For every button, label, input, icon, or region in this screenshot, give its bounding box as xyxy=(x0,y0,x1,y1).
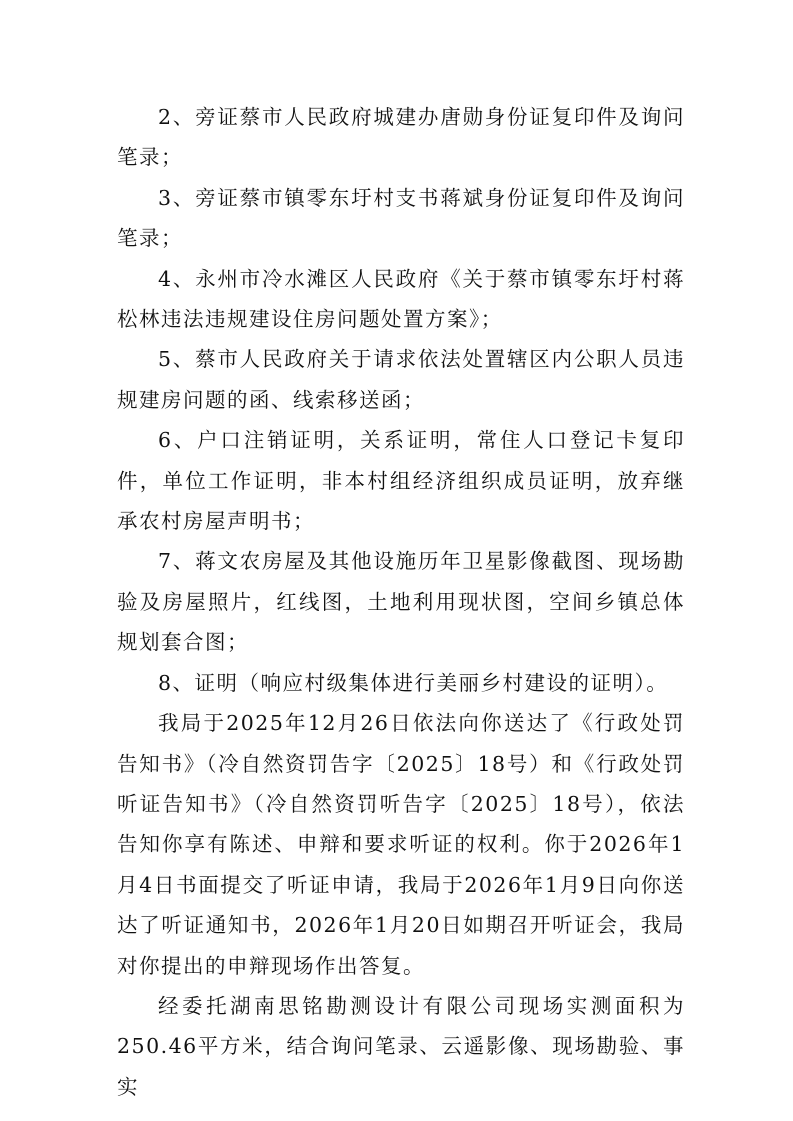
paragraph-evidence-5: 5、蔡市人民政府关于请求依法处置辖区内公职人员违规建房问题的函、线索移送函； xyxy=(117,347,685,412)
paragraph-evidence-3: 3、旁证蔡市镇零东圩村支书蒋斌身份证复印件及询问笔录； xyxy=(117,185,685,251)
paragraph-survey: 经委托湖南思铭勘测设计有限公司现场实测面积为250.46平方米，结合询问笔录、云遥影像、现场勘验、事实 xyxy=(117,993,685,1099)
paragraph-evidence-8: 8、证明（响应村级集体进行美丽乡村建设的证明）。 xyxy=(158,670,669,695)
paragraph-evidence-4: 4、永州市冷水滩区人民政府《关于蔡市镇零东圩村蒋松林违法违规建设住房问题处置方案》； xyxy=(117,266,685,332)
document-body xyxy=(117,97,685,1107)
paragraph-evidence-6: 6、户口注销证明，关系证明，常住人口登记卡复印件，单位工作证明，非本村组经济组织成员证明，放弃继承农村房屋声明书； xyxy=(117,428,685,534)
paragraph-notification: 我局于2025年12月26日依法向你送达了《行政处罚告知书》（冷自然资罚告字〔2025〕18号）和《行政处罚听证告知书》（冷自然资罚听告字〔2025〕18号），依法告知你享有陈述、申辩和要求听证的权利。你于2026年1月4日书面提交了听证申请，我局于2026年1月9日向你送达了听证通知书，2026年1月20日如期召开听证会，我局对你提出的申辩现场作出答复。 xyxy=(117,711,685,978)
paragraph-evidence-7: 7、蒋文农房屋及其他设施历年卫星影像截图、现场勘验及房屋照片，红线图，土地利用现状图，空间乡镇总体规划套合图； xyxy=(117,549,685,655)
paragraph-evidence-2: 2、旁证蔡市人民政府城建办唐勋身份证复印件及询问笔录； xyxy=(117,105,685,170)
